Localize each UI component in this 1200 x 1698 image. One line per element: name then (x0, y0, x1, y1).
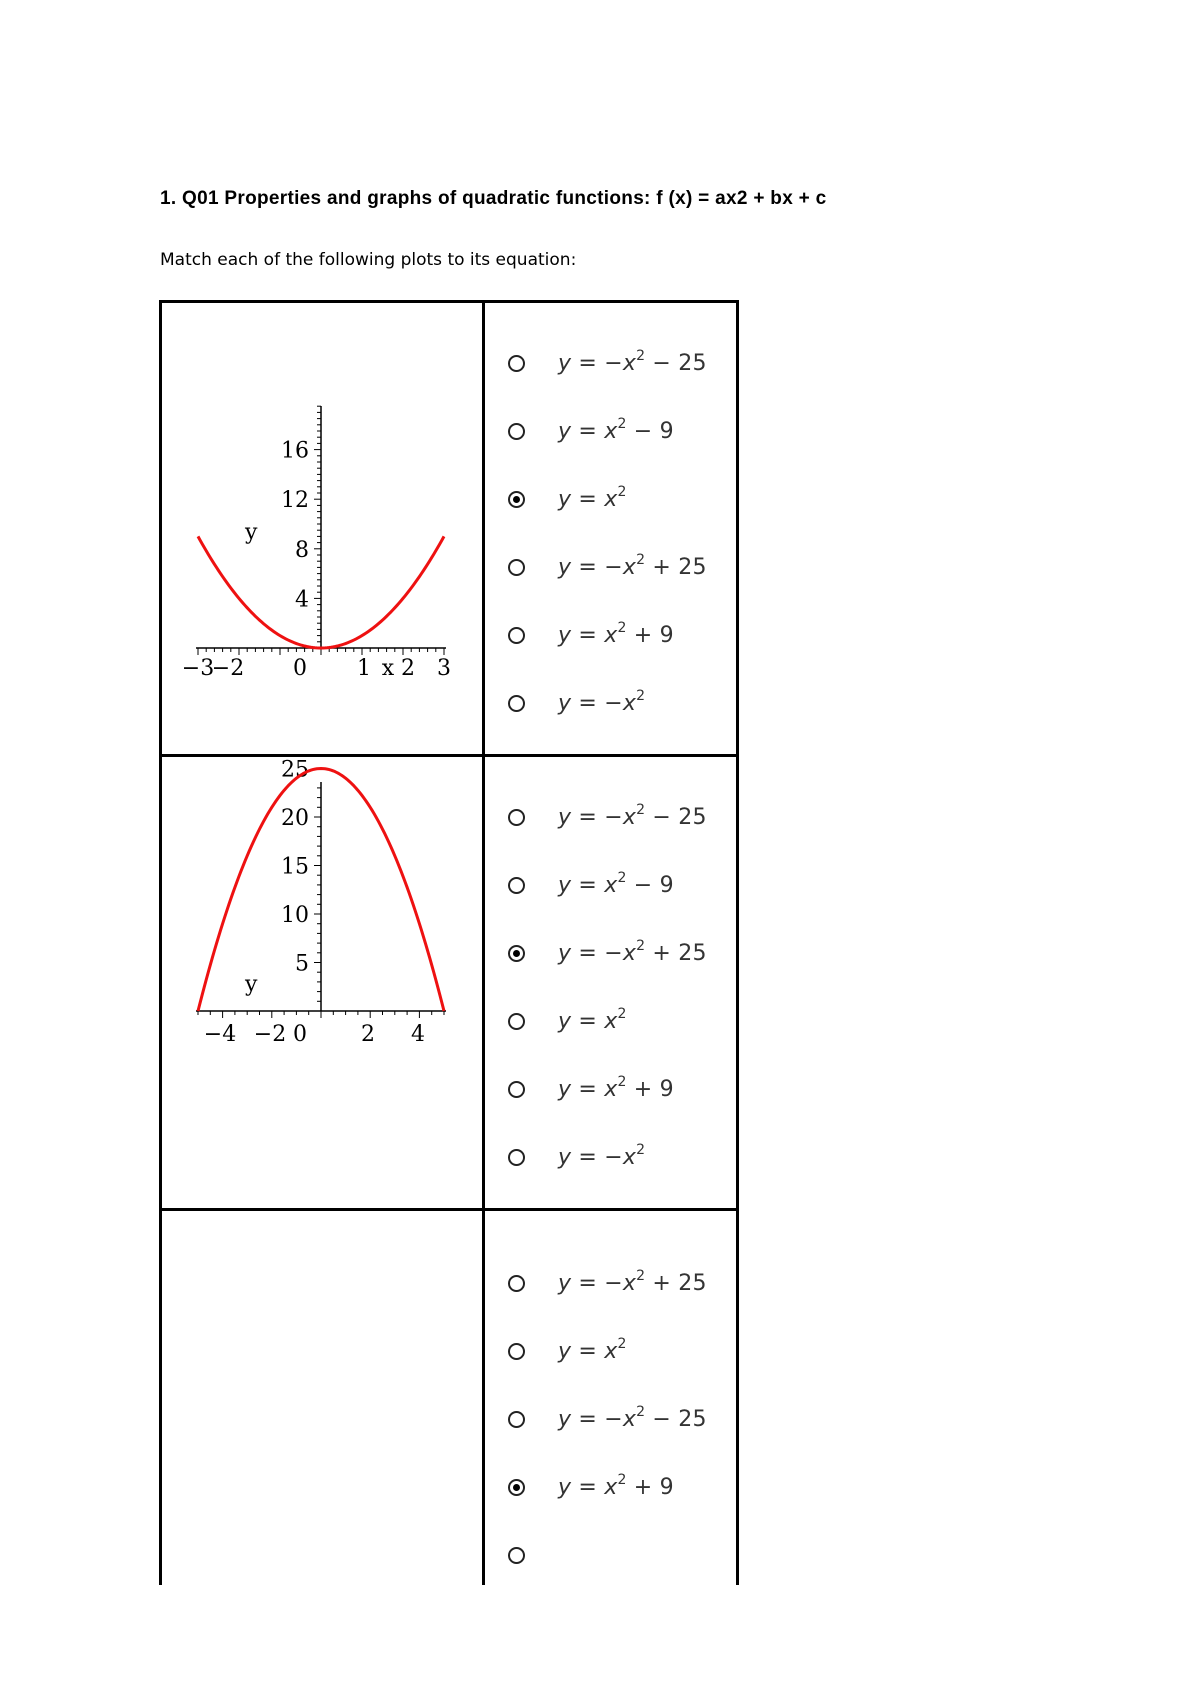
plot-parabola-up (162, 303, 482, 754)
equation-label (558, 1005, 627, 1034)
equation-rhs: + 9 (626, 622, 674, 648)
answer-option[interactable] (484, 615, 674, 655)
equation-lhs: y (558, 1144, 572, 1170)
equation-exponent: 2 (617, 1005, 627, 1022)
answer-option[interactable] (484, 865, 674, 905)
y-tick-label: 20 (281, 806, 309, 831)
y-tick-label: 25 (281, 757, 309, 783)
y-tick-label: 5 (295, 951, 309, 977)
equation-equals: = − (571, 1144, 623, 1170)
radio-button[interactable] (508, 1275, 525, 1292)
equation-variable: x (604, 622, 618, 648)
equation-equals: = (571, 872, 605, 898)
y-axis-label: y (245, 972, 258, 997)
equation-equals: = (571, 418, 605, 444)
radio-button-selected[interactable] (508, 945, 525, 962)
answer-option[interactable] (484, 1331, 627, 1371)
equation-equals: = (571, 1338, 605, 1364)
equation-rhs: + 25 (645, 1270, 707, 1296)
y-tick-label: 16 (281, 438, 309, 464)
equation-lhs: y (558, 872, 572, 898)
equation-lhs: y (558, 350, 572, 376)
y-tick-label: 8 (295, 537, 309, 563)
equation-lhs: y (558, 804, 572, 830)
equation-variable: x (622, 1406, 637, 1432)
x-tick-label: 0 (293, 1022, 307, 1047)
equation-label (558, 801, 707, 830)
equation-label (558, 1267, 707, 1296)
equation-exponent: 2 (617, 1073, 627, 1090)
x-tick-label: 3 (437, 656, 451, 681)
equation-equals: = (571, 1076, 605, 1102)
equation-label (558, 551, 707, 580)
x-tick-label: 2 (361, 1022, 375, 1047)
options-row-2 (484, 757, 736, 1208)
answer-option[interactable] (484, 1263, 707, 1303)
equation-variable: x (604, 418, 618, 444)
radio-button[interactable] (508, 809, 525, 826)
equation-rhs: − 25 (645, 804, 707, 830)
x-tick-label: −3 (181, 656, 215, 681)
equation-label (558, 483, 627, 512)
x-tick-label: 2 (401, 656, 415, 681)
equation-variable: x (604, 1474, 618, 1500)
equation-equals: = (571, 486, 605, 512)
equation-lhs: y (558, 690, 572, 716)
equation-exponent: 2 (636, 551, 646, 568)
equation-equals: = − (571, 940, 623, 966)
x-tick-label: 4 (411, 1022, 425, 1047)
equation-exponent: 2 (617, 869, 627, 886)
equation-lhs: y (558, 486, 572, 512)
answer-option[interactable] (484, 479, 627, 519)
equation-exponent: 2 (636, 347, 646, 364)
equation-label (558, 937, 707, 966)
equation-rhs: + 25 (645, 940, 707, 966)
answer-option[interactable] (484, 1467, 674, 1507)
equation-lhs: y (558, 1338, 572, 1364)
answer-option[interactable] (484, 1069, 674, 1109)
equation-variable: x (622, 1144, 637, 1170)
radio-button[interactable] (508, 695, 525, 712)
answer-option[interactable] (484, 343, 707, 383)
equation-equals: = − (571, 1270, 623, 1296)
answer-option[interactable] (484, 547, 707, 587)
radio-button[interactable] (508, 627, 525, 644)
answer-option[interactable] (484, 683, 645, 723)
equation-variable: x (604, 486, 618, 512)
equation-label (558, 1335, 627, 1364)
radio-button[interactable] (508, 1411, 525, 1428)
equation-lhs: y (558, 1474, 572, 1500)
equation-exponent: 2 (636, 687, 646, 704)
question-instruction: Match each of the following plots to its equation: (160, 250, 577, 270)
equation-exponent: 2 (636, 1141, 646, 1158)
radio-button[interactable] (508, 423, 525, 440)
equation-lhs: y (558, 554, 572, 580)
equation-exponent: 2 (617, 619, 627, 636)
equation-rhs: − 25 (645, 1406, 707, 1432)
equation-rhs: + 9 (626, 1076, 674, 1102)
equation-equals: = − (571, 1406, 623, 1432)
equation-equals: = − (571, 690, 623, 716)
equation-rhs: − 9 (626, 872, 674, 898)
equation-exponent: 2 (617, 415, 627, 432)
equation-rhs: + 25 (645, 554, 707, 580)
equation-exponent: 2 (636, 1403, 646, 1420)
x-tick-label: 1 (357, 656, 371, 681)
equation-equals: = − (571, 350, 623, 376)
equation-exponent: 2 (636, 801, 646, 818)
equation-lhs: y (558, 622, 572, 648)
radio-button[interactable] (508, 1149, 525, 1166)
radio-button[interactable] (508, 1547, 525, 1564)
answer-option[interactable] (484, 933, 707, 973)
answer-option[interactable] (484, 1137, 645, 1177)
answer-option[interactable] (484, 797, 707, 837)
equation-variable: x (604, 1008, 618, 1034)
radio-button-selected[interactable] (508, 1479, 525, 1496)
equation-rhs: − 25 (645, 350, 707, 376)
options-row-3 (484, 1211, 736, 1585)
equation-lhs: y (558, 1008, 572, 1034)
equation-label (558, 1403, 707, 1432)
equation-equals: = − (571, 804, 623, 830)
x-tick-label: x (381, 656, 395, 681)
equation-exponent: 2 (636, 1267, 646, 1284)
equation-label (558, 347, 707, 376)
y-tick-label: 12 (281, 488, 309, 514)
equation-label (558, 687, 646, 716)
equation-label (558, 1471, 674, 1500)
radio-button-selected[interactable] (508, 491, 525, 508)
equation-rhs: − 9 (626, 418, 674, 444)
equation-equals: = − (571, 554, 623, 580)
equation-equals: = (571, 622, 605, 648)
equation-exponent: 2 (617, 483, 627, 500)
y-tick-label: 4 (295, 587, 309, 613)
equation-variable: x (622, 1270, 637, 1296)
equation-lhs: y (558, 940, 572, 966)
x-tick-label: −2 (253, 1022, 287, 1047)
radio-button[interactable] (508, 1081, 525, 1098)
x-tick-label: −4 (203, 1022, 237, 1047)
equation-exponent: 2 (617, 1471, 627, 1488)
equation-variable: x (622, 554, 637, 580)
equation-exponent: 2 (617, 1335, 627, 1352)
y-axis-label: y (245, 520, 258, 545)
equation-variable: x (622, 690, 637, 716)
equation-equals: = (571, 1008, 605, 1034)
equation-rhs: + 9 (626, 1474, 674, 1500)
radio-button[interactable] (508, 1013, 525, 1030)
answer-option[interactable] (484, 1399, 707, 1439)
equation-variable: x (622, 940, 637, 966)
answer-option[interactable] (484, 1001, 627, 1041)
equation-label (558, 1073, 674, 1102)
equation-label (558, 869, 674, 898)
radio-button[interactable] (508, 1343, 525, 1360)
radio-button[interactable] (508, 877, 525, 894)
equation-exponent: 2 (636, 937, 646, 954)
radio-button[interactable] (508, 559, 525, 576)
radio-button[interactable] (508, 355, 525, 372)
equation-equals: = (571, 1474, 605, 1500)
equation-variable: x (604, 872, 618, 898)
equation-variable: x (622, 350, 637, 376)
answer-option[interactable] (484, 1535, 525, 1575)
equation-lhs: y (558, 1270, 572, 1296)
table-right-border (736, 300, 739, 1585)
equation-label (558, 619, 674, 648)
equation-label (558, 1141, 646, 1170)
equation-label (558, 415, 674, 444)
options-row-1 (484, 303, 736, 754)
x-tick-label: 0 (293, 656, 307, 681)
equation-variable: x (622, 804, 637, 830)
y-tick-label: 15 (281, 854, 309, 880)
equation-variable: x (604, 1076, 618, 1102)
equation-lhs: y (558, 1406, 572, 1432)
equation-lhs: y (558, 418, 572, 444)
equation-variable: x (604, 1338, 618, 1364)
plot-parabola-down (162, 757, 482, 1208)
x-tick-label: −2 (211, 656, 245, 681)
answer-option[interactable] (484, 411, 674, 451)
question-title: 1. Q01 Properties and graphs of quadratic functions: f (x) = ax2 + bx + c (160, 188, 827, 209)
equation-lhs: y (558, 1076, 572, 1102)
y-tick-label: 10 (281, 903, 309, 928)
